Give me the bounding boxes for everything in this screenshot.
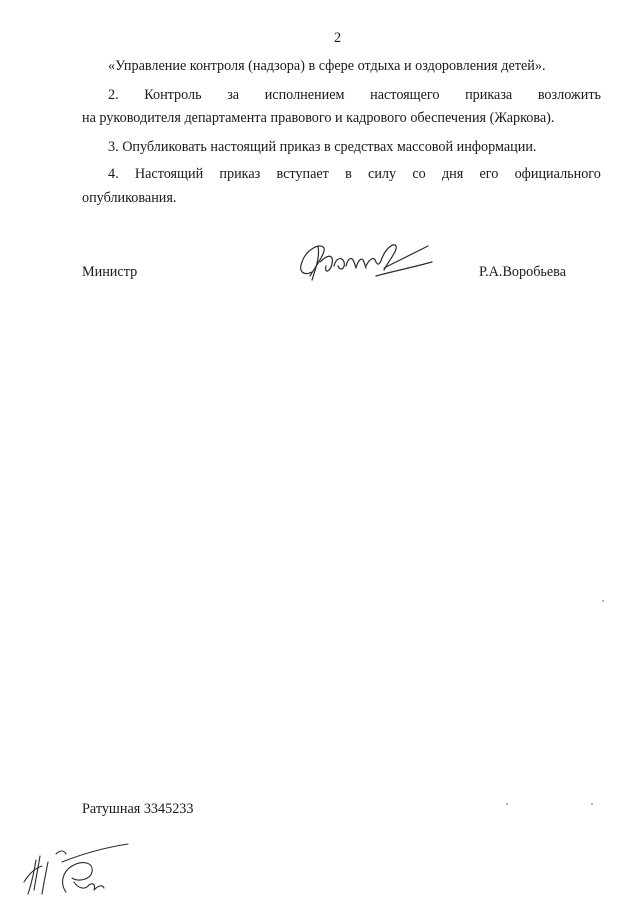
signer-name: Р.А.Воробьева (479, 264, 566, 280)
word: настоящего (370, 87, 440, 103)
scan-speck (602, 600, 604, 602)
paragraph-4-second-line: опубликования. (82, 190, 177, 206)
paragraph-2-second-line: на руководителя департамента правового и кадрового обеспечения (Жаркова). (82, 110, 555, 126)
executor-contact: Ратушная 3345233 (82, 801, 194, 817)
scan-speck (506, 803, 508, 805)
word: в (345, 166, 352, 182)
word: официального (514, 166, 601, 182)
paragraph-4-first-line (108, 166, 601, 183)
word: приказа (465, 87, 513, 103)
word: за (227, 87, 240, 103)
word: дня (441, 166, 464, 182)
signer-role: Министр (82, 264, 138, 280)
signature-icon (290, 232, 440, 292)
initials-signature-icon (22, 832, 132, 902)
word: Настоящий (134, 166, 204, 182)
page-number: 2 (334, 30, 342, 46)
word: приказ (219, 166, 261, 182)
word: его (479, 166, 499, 182)
word: Контроль (144, 87, 202, 103)
paragraph-line: «Управление контроля (надзора) в сфере отдыха и оздоровления детей». (108, 58, 546, 74)
word: 2. (108, 87, 119, 103)
word: 4. (108, 166, 119, 182)
paragraph-2-first-line (108, 87, 601, 104)
word: исполнением (264, 87, 345, 103)
word: со (412, 166, 426, 182)
paragraph-3: 3. Опубликовать настоящий приказ в средствах массовой информации. (108, 139, 537, 155)
word: вступает (276, 166, 329, 182)
word: силу (368, 166, 397, 182)
scan-speck (591, 803, 593, 805)
word: возложить (537, 87, 601, 103)
